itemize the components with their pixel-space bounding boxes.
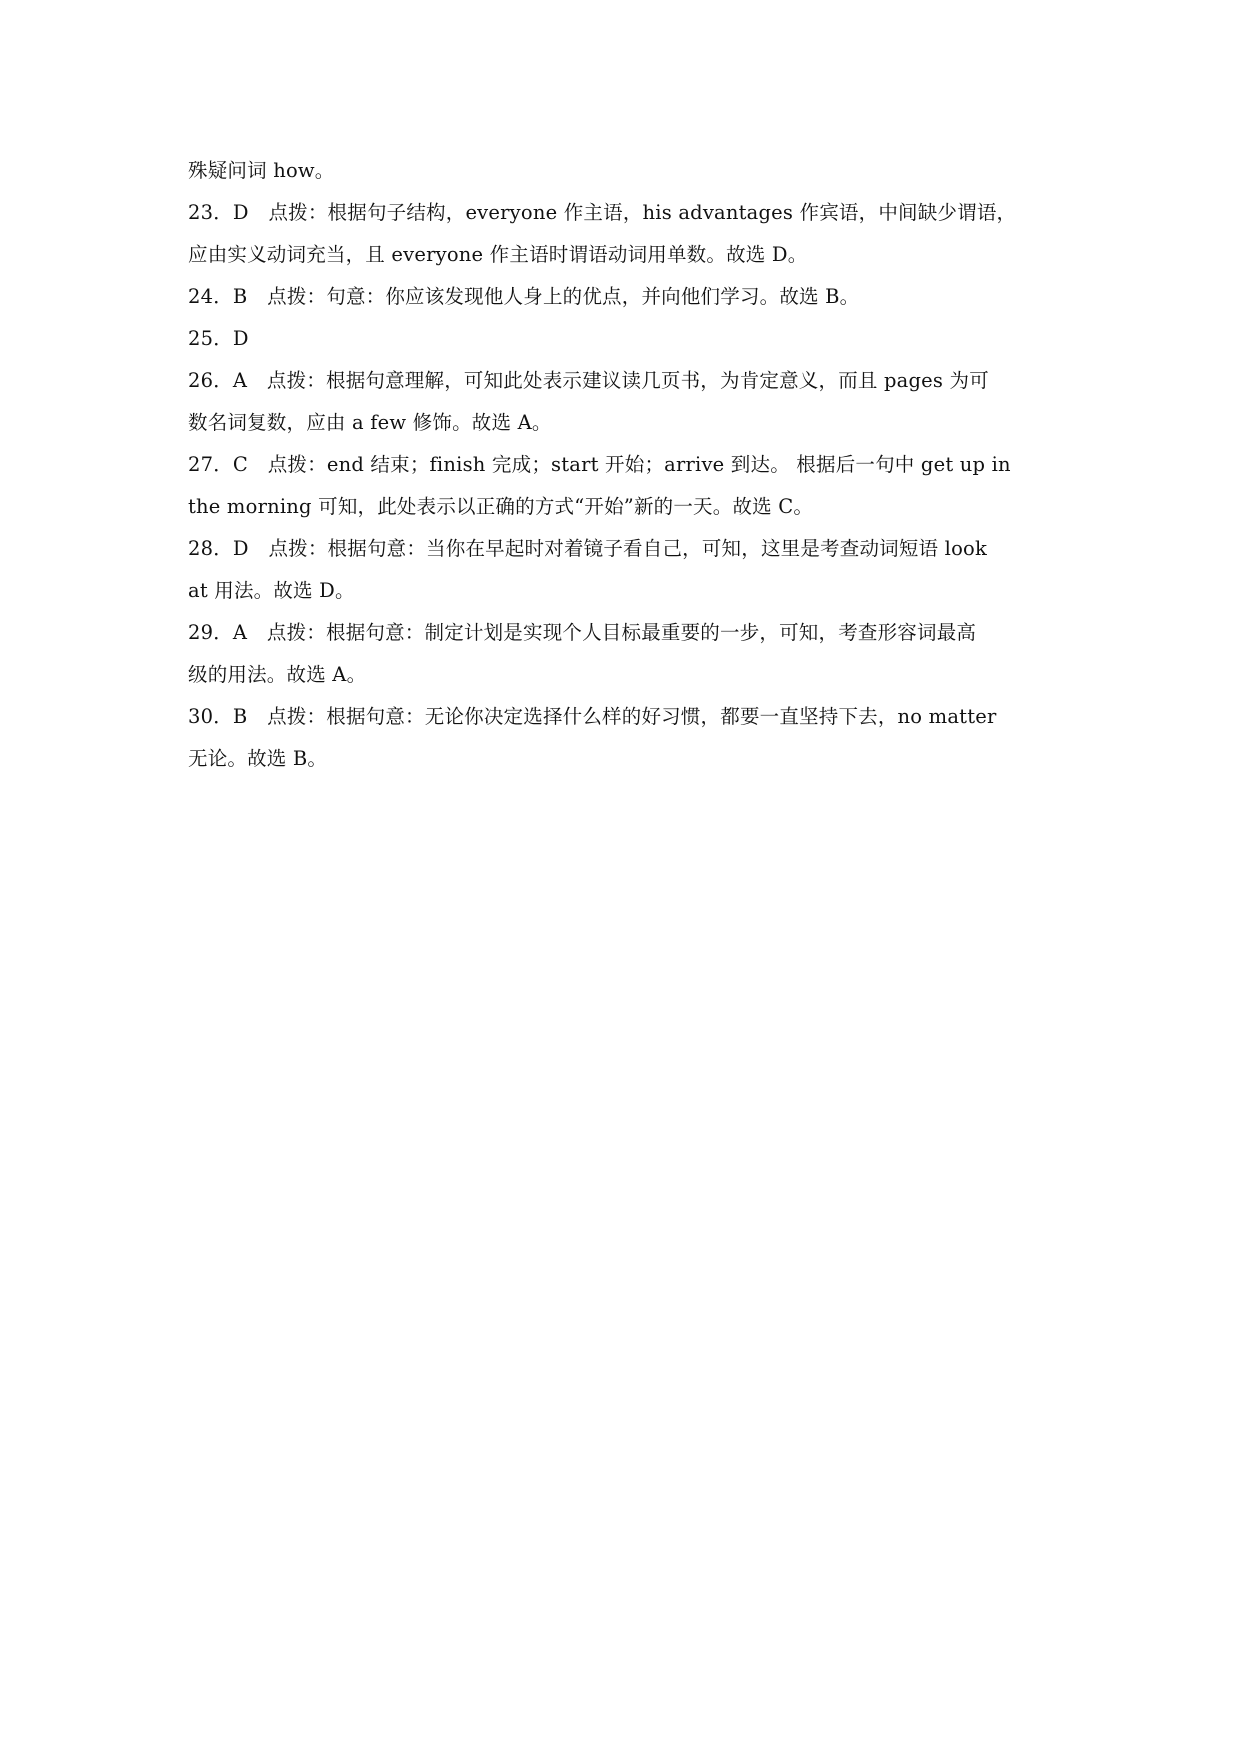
text-line: 27．C 点拨：end 结束；finish 完成；start 开始；arrive 到达。 根据后一句中 get up in: [188, 453, 1011, 476]
text-line: 25．D: [188, 327, 249, 350]
text-line: 23．D 点拨：根据句子结构，everyone 作主语，his advantages 作宾语，中间缺少谓语，: [188, 201, 1017, 224]
text-line: 级的用法。故选 A。: [188, 663, 367, 686]
text-line: 28．D 点拨：根据句意：当你在早起时对着镜子看自己，可知，这里是考查动词短语 look: [188, 537, 987, 560]
text-line: 24．B 点拨：句意：你应该发现他人身上的优点，并向他们学习。故选 B。: [188, 285, 860, 308]
text-line: 应由实义动词充当，且 everyone 作主语时谓语动词用单数。故选 D。: [188, 243, 808, 266]
text-line: 30．B 点拨：根据句意：无论你决定选择什么样的好习惯，都要一直坚持下去，no matter: [188, 705, 997, 728]
text-line: 26．A 点拨：根据句意理解，可知此处表示建议读几页书，为肯定意义，而且 pages 为可: [188, 369, 989, 392]
text-line: 数名词复数，应由 a few 修饰。故选 A。: [188, 411, 552, 434]
text-line: 无论。故选 B。: [188, 747, 328, 770]
text-line: at 用法。故选 D。: [188, 579, 355, 602]
answer-explanations: [188, 150, 1088, 780]
text-line: the morning 可知，此处表示以正确的方式“开始”新的一天。故选 C。: [188, 495, 814, 518]
text-line: 29．A 点拨：根据句意：制定计划是实现个人目标最重要的一步，可知，考查形容词最高: [188, 621, 977, 644]
text-line: 殊疑问词 how。: [188, 159, 335, 182]
